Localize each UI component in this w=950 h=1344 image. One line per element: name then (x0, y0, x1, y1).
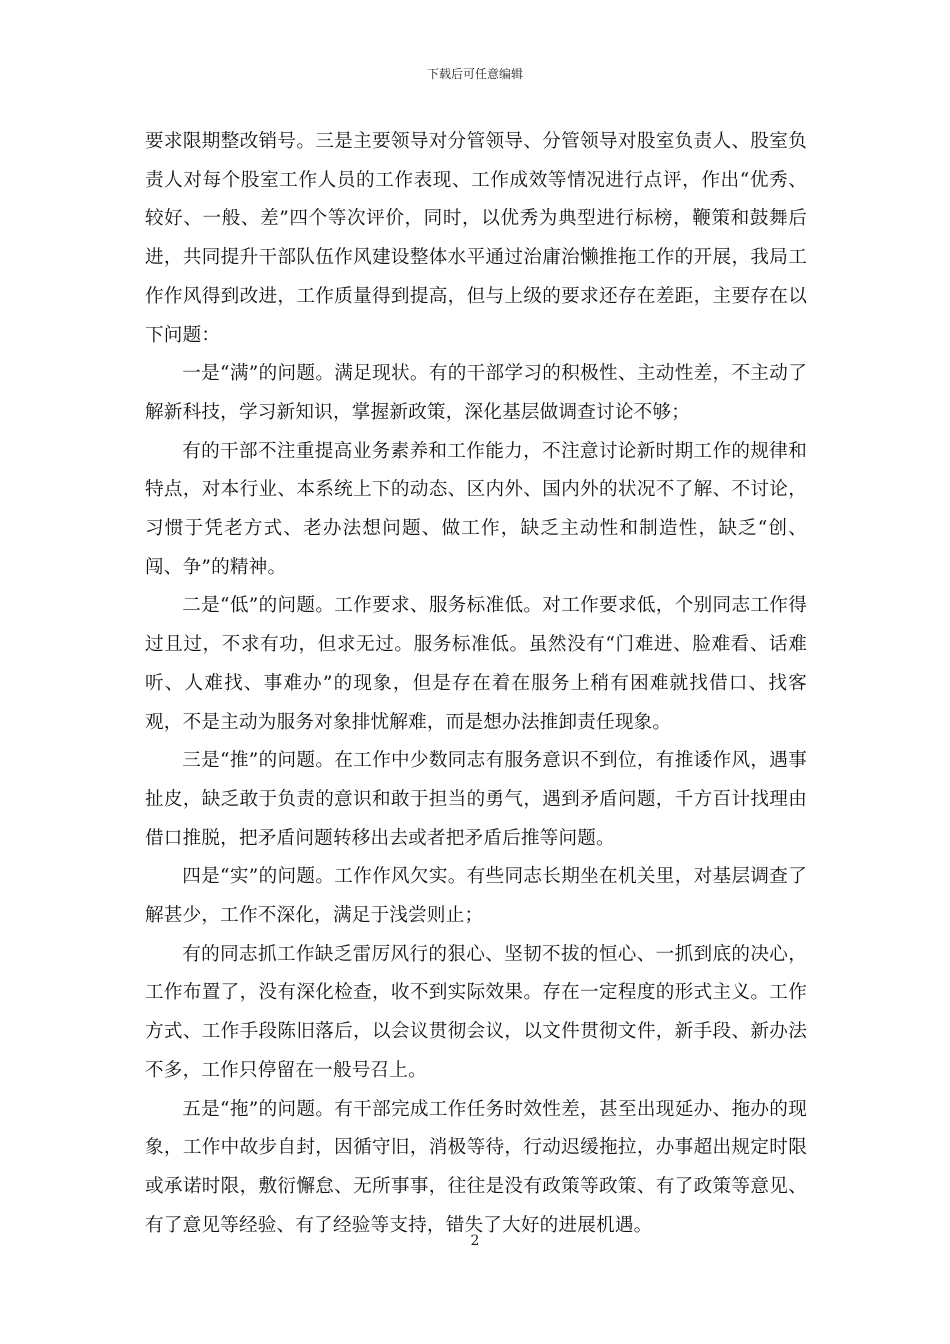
paragraph-problem-man: 一是“满”的问题。满足现状。有的干部学习的积极性、主动性差，不主动了解新科技，学习新知识，掌握新政策，深化基层做调查讨论不够； (145, 363, 807, 423)
page-header: 下载后可任意编辑 (426, 67, 523, 81)
page-number: 2 (470, 1233, 480, 1249)
paragraph-continuation: 要求限期整改销号。三是主要领导对分管领导、分管领导对股室负责人、股室负责人对每个股室工作人员的工作表现、工作成效等情况进行点评，作出“优秀、较好、一般、差”四个等次评价，同时，以优秀为典型进行标榜，鞭策和鼓舞后进，共同提升干部队伍作风建设整体水平通过治庸治懒推拖工作的开展，我局工作作风得到改进，工作质量得到提高，但与上级的要求还存在差距，主要存在以下问题： (145, 131, 807, 346)
paragraph-problem-di: 二是“低”的问题。工作要求、服务标准低。对工作要求低，个别同志工作得过且过，不求有功，但求无过。服务标准低。虽然没有“门难进、脸难看、话难听、人难找、事难办”的现象，但是存在着在服务上稍有困难就找借口、找客观，不是主动为服务对象排忧解难，而是想办法推卸责任现象。 (145, 595, 807, 733)
paragraph-problem-tui: 三是“推”的问题。在工作中少数同志有服务意识不到位，有推诿作风，遇事扯皮，缺乏敢于负责的意识和敢于担当的勇气，遇到矛盾问题，千方百计找理由借口推脱，把矛盾问题转移出去或者把矛盾后推等问题。 (145, 750, 807, 849)
paragraph-problem-shi: 四是“实”的问题。工作作风欠实。有些同志长期坐在机关里，对基层调查了解甚少，工作不深化，满足于浅尝则止； (145, 866, 807, 927)
paragraph-problem-shi-detail: 有的同志抓工作缺乏雷厉风行的狠心、坚韧不拔的恒心、一抓到底的决心，工作布置了，没有深化检查，收不到实际效果。存在一定程度的形式主义。工作方式、工作手段陈旧落后，以会议贯彻会议，以文件贯彻文件，新手段、新办法不多，工作只停留在一般号召上。 (145, 943, 807, 1081)
paragraph-problem-man-detail: 有的干部不注重提高业务素养和工作能力，不注意讨论新时期工作的规律和特点，对本行业、本系统上下的动态、区内外、国内外的状况不了解、不讨论，习惯于凭老方式、老办法想问题、做工作，缺乏主动性和制造性，缺乏“创、闯、争”的精神。 (145, 440, 807, 578)
paragraph-problem-tuo: 五是“拖”的问题。有干部完成工作任务时效性差，甚至出现延办、拖办的现象，工作中故步自封，因循守旧，消极等待，行动迟缓拖拉，办事超出规定时限或承诺时限，敷衍懈怠、无所事事，往往是没有政策等政策、有了政策等意见、有了意见等经验、有了经验等支持，错失了大好的进展机遇。 (145, 1098, 807, 1236)
document-body (145, 123, 807, 1245)
